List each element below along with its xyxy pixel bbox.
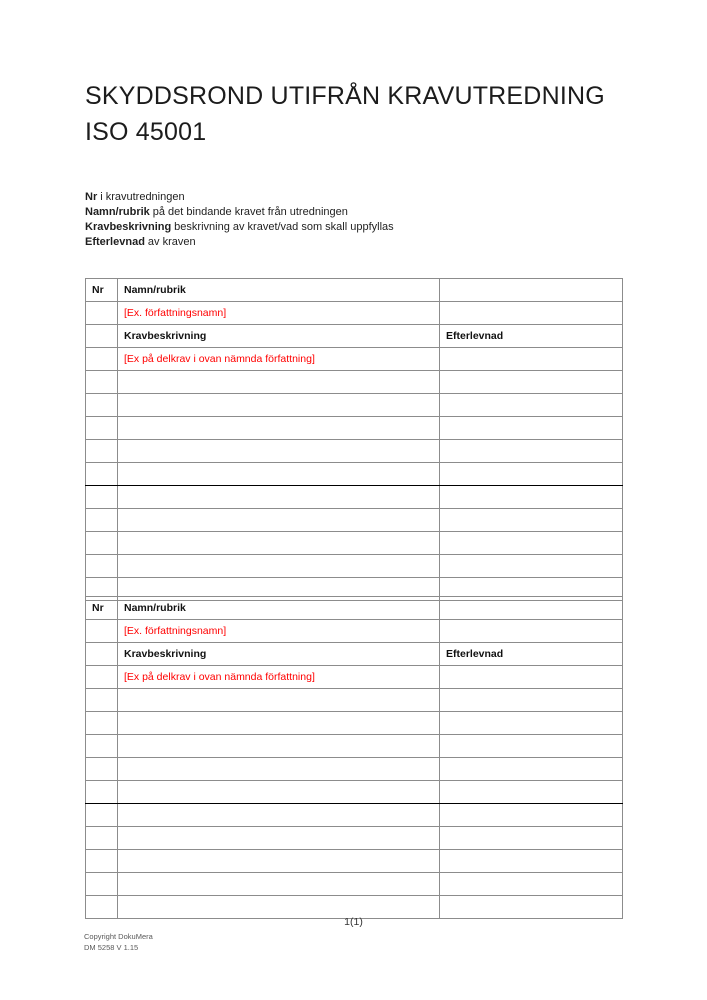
- empty-cell: [86, 850, 118, 873]
- table-row: [86, 371, 623, 394]
- legend-desc: på det bindande kravet från utredningen: [152, 206, 348, 218]
- document-title-line1: SKYDDSROND UTIFRÅN KRAVUTREDNING: [85, 82, 605, 110]
- desc-placeholder-cell: [Ex på delkrav i ovan nämnda författning]: [118, 348, 440, 371]
- empty-cell: [440, 279, 623, 302]
- legend-item-kravbeskrivning: [85, 220, 394, 235]
- empty-cell: [118, 827, 440, 850]
- empty-cell: [440, 735, 623, 758]
- empty-cell: [440, 827, 623, 850]
- empty-cell: [118, 486, 440, 509]
- table-row: [86, 735, 623, 758]
- empty-cell: [440, 371, 623, 394]
- requirements-table-2: [85, 596, 623, 919]
- empty-cell: [440, 712, 623, 735]
- page-number: 1(1): [344, 916, 363, 928]
- table-row: [86, 348, 623, 371]
- empty-cell: [118, 873, 440, 896]
- empty-cell: [440, 850, 623, 873]
- table-row: [86, 555, 623, 578]
- table-row: [86, 666, 623, 689]
- nr-header-cell: Nr: [86, 597, 118, 620]
- empty-cell: [440, 302, 623, 325]
- desc-placeholder-cell: [Ex på delkrav i ovan nämnda författning]: [118, 666, 440, 689]
- document-title-line2: ISO 45001: [85, 118, 207, 146]
- empty-cell: [118, 804, 440, 827]
- copyright-footer: [84, 932, 153, 953]
- empty-cell: [440, 666, 623, 689]
- table-row: [86, 302, 623, 325]
- table-row: [86, 850, 623, 873]
- table-row: [86, 781, 623, 804]
- empty-cell: [86, 509, 118, 532]
- efterlevnad-header-cell: Efterlevnad: [440, 325, 623, 348]
- empty-cell: [86, 302, 118, 325]
- empty-cell: [86, 781, 118, 804]
- empty-cell: [440, 417, 623, 440]
- empty-cell: [118, 532, 440, 555]
- legend-desc: beskrivning av kravet/vad som skall uppfyllas: [174, 221, 394, 233]
- empty-cell: [118, 758, 440, 781]
- empty-cell: [86, 873, 118, 896]
- empty-cell: [118, 371, 440, 394]
- empty-cell: [118, 735, 440, 758]
- legend-term: Kravbeskrivning: [85, 221, 172, 233]
- table-row: [86, 804, 623, 827]
- empty-cell: [86, 689, 118, 712]
- empty-cell: [440, 620, 623, 643]
- table-row: [86, 873, 623, 896]
- empty-cell: [118, 555, 440, 578]
- legend-item-efterlevnad: [85, 235, 394, 250]
- legend-term: Namn/rubrik: [85, 206, 150, 218]
- empty-cell: [440, 781, 623, 804]
- empty-cell: [118, 781, 440, 804]
- empty-cell: [118, 850, 440, 873]
- empty-cell: [86, 348, 118, 371]
- legend-desc: i kravutredningen: [100, 191, 185, 203]
- table-row: [86, 827, 623, 850]
- empty-cell: [118, 417, 440, 440]
- empty-cell: [440, 597, 623, 620]
- table-row: [86, 712, 623, 735]
- empty-cell: [440, 509, 623, 532]
- name-header-cell: Namn/rubrik: [118, 597, 440, 620]
- table-row: [86, 440, 623, 463]
- empty-cell: [86, 463, 118, 486]
- name-placeholder-cell: [Ex. författningsnamn]: [118, 302, 440, 325]
- empty-cell: [118, 509, 440, 532]
- table-row: [86, 532, 623, 555]
- table-row: [86, 689, 623, 712]
- kravbeskrivning-header-cell: Kravbeskrivning: [118, 325, 440, 348]
- empty-cell: [440, 873, 623, 896]
- empty-cell: [440, 689, 623, 712]
- legend-item-nr: [85, 190, 394, 205]
- empty-cell: [440, 532, 623, 555]
- legend-term: Efterlevnad: [85, 236, 145, 248]
- empty-cell: [440, 463, 623, 486]
- empty-cell: [440, 440, 623, 463]
- empty-cell: [440, 804, 623, 827]
- empty-cell: [86, 620, 118, 643]
- copyright-line: Copyright DokuMera: [84, 932, 153, 941]
- empty-cell: [86, 325, 118, 348]
- empty-cell: [118, 463, 440, 486]
- nr-header-cell: Nr: [86, 279, 118, 302]
- empty-cell: [86, 758, 118, 781]
- document-title: [85, 78, 605, 150]
- empty-cell: [440, 348, 623, 371]
- empty-cell: [86, 440, 118, 463]
- empty-cell: [86, 417, 118, 440]
- empty-cell: [86, 371, 118, 394]
- version-line: DM 5258 V 1.15: [84, 942, 139, 952]
- empty-cell: [86, 486, 118, 509]
- empty-cell: [440, 758, 623, 781]
- legend-item-namn-rubrik: [85, 205, 394, 220]
- empty-cell: [118, 712, 440, 735]
- table-row: [86, 597, 623, 620]
- empty-cell: [440, 555, 623, 578]
- kravbeskrivning-header-cell: Kravbeskrivning: [118, 643, 440, 666]
- name-placeholder-cell: [Ex. författningsnamn]: [118, 620, 440, 643]
- table-row: [86, 643, 623, 666]
- legend-term: Nr: [85, 191, 98, 203]
- legend: [85, 190, 394, 250]
- table-row: [86, 758, 623, 781]
- table-row: [86, 325, 623, 348]
- empty-cell: [86, 666, 118, 689]
- legend-desc: av kraven: [147, 236, 196, 248]
- empty-cell: [86, 712, 118, 735]
- name-header-cell: Namn/rubrik: [118, 279, 440, 302]
- empty-cell: [86, 735, 118, 758]
- table-row: [86, 486, 623, 509]
- empty-cell: [86, 532, 118, 555]
- empty-cell: [86, 643, 118, 666]
- table-row: [86, 509, 623, 532]
- table-row: [86, 279, 623, 302]
- empty-cell: [118, 440, 440, 463]
- table-row: [86, 620, 623, 643]
- empty-cell: [118, 394, 440, 417]
- table-row: [86, 463, 623, 486]
- table-row: [86, 417, 623, 440]
- empty-cell: [440, 394, 623, 417]
- empty-cell: [118, 689, 440, 712]
- empty-cell: [440, 486, 623, 509]
- efterlevnad-header-cell: Efterlevnad: [440, 643, 623, 666]
- empty-cell: [86, 394, 118, 417]
- table-row: [86, 394, 623, 417]
- empty-cell: [86, 804, 118, 827]
- empty-cell: [86, 555, 118, 578]
- requirements-table-1: [85, 278, 623, 601]
- empty-cell: [86, 827, 118, 850]
